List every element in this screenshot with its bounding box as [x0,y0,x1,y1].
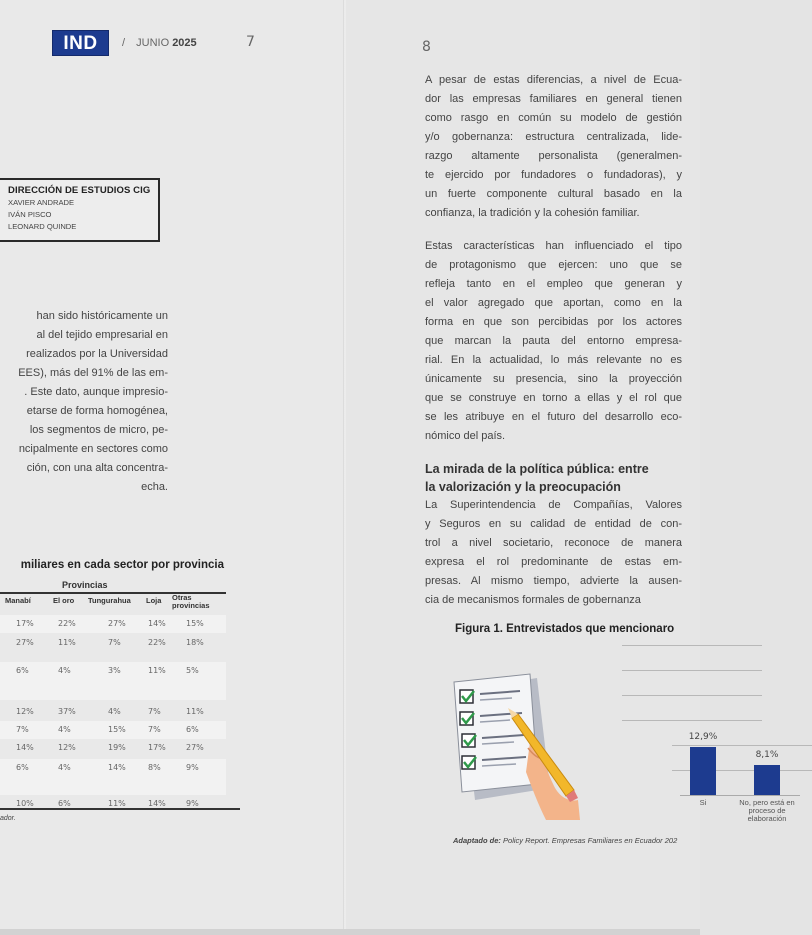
table-cell: 11% [108,799,126,808]
chart-bar [754,765,780,795]
text-line: Estas características han influenciado el tipo [425,240,682,252]
text-line: cia de mecanismos formales de gobernanza [425,594,641,606]
table-cell: 17% [16,619,34,628]
author-name: IVÁN PISCO [8,210,52,219]
text-line: rial. En la actualidad, lo más relevante no es [425,354,682,366]
table-col-header: Otras provincias [172,593,210,610]
text-line: al del tejido empresarial en [36,329,168,341]
right-paragraph-3 [425,496,682,610]
table-cell: 12% [58,743,76,752]
issue-month: JUNIO [136,37,170,49]
table-row [0,615,226,633]
table-cell: 3% [108,666,121,675]
section-heading-line: la valorización y la preocupación [425,480,621,494]
table-cell: 27% [186,743,204,752]
table-row [0,634,226,662]
table-cell: 7% [148,725,161,734]
issue-year: 2025 [172,37,197,49]
table-cell: 27% [16,638,34,647]
chart-category-label-line: No, pero está en [739,798,795,807]
table-row [0,662,226,700]
left-page [0,0,344,935]
table-cell: 8% [148,763,161,772]
table-group-header: Provincias [62,580,108,590]
text-line: de protagonismo que ejercen: uno que se [425,259,682,271]
table-col-header: Tungurahua [88,596,131,605]
table-row [0,795,226,808]
table-cell: 9% [186,763,199,772]
text-line: únicamente su presencia, sino la proyección [425,373,682,385]
author-name: XAVIER ANDRADE [8,198,75,207]
table-bottom-rule [0,808,240,810]
text-line: realizados por la Universidad [26,348,168,360]
text-line: te ejercido por fundadores o fundadoras), y [425,169,682,181]
chart-bar [690,747,716,795]
table-cell: 17% [148,743,166,752]
text-line: expresa el rol predominante de estas em- [425,556,682,568]
table-cell: 19% [108,743,126,752]
chart-gridline [622,670,762,671]
figure-source [453,836,677,845]
text-line: que se construye en torno a ellas y el rol que [425,392,682,404]
left-body-paragraph [0,307,168,497]
text-line: A pesar de estas diferencias, a nivel de Ecua- [425,74,682,86]
table-cell: 7% [16,725,29,734]
table-cell: 14% [148,619,166,628]
table-title: miliares en cada sector por provincia [20,559,224,571]
text-line: se les atribuye en el futuro del desarrollo eco- [425,411,682,423]
text-line: que marcan la pauta del entorno empresa- [425,335,682,347]
table-cell: 15% [108,725,126,734]
table-cell: 14% [108,763,126,772]
table-cell: 7% [148,707,161,716]
text-line: nómico del país. [425,430,506,442]
author-box-title: DIRECCIÓN DE ESTUDIOS CIG [8,185,151,196]
text-line: La Superintendencia de Compañías, Valores [425,499,682,511]
figure-source-label: Adaptado de: [453,836,501,845]
table-cell: 22% [58,619,76,628]
right-paragraph-2 [425,237,682,446]
checklist-clipboard-pencil-icon [442,660,582,820]
page-number-right: 8 [422,39,431,55]
issue-date [122,37,197,49]
figure-source-text: Policy Report. Empresas Familiares en Ecuador 202 [503,836,678,845]
figure-title: Figura 1. Entrevistados que mencionaro [455,623,675,635]
chart-category-label-line: Si [699,798,707,807]
bottom-band [0,929,700,935]
table-cell: 5% [186,666,199,675]
page-number-left: 7 [246,34,255,50]
table-cell: 15% [186,619,204,628]
chart-gridline [622,645,762,646]
table-cell: 11% [186,707,204,716]
table-row [0,739,226,759]
right-paragraph-1 [425,71,682,223]
chart-gridline [622,720,762,721]
text-line: etarse de forma homogénea, [26,405,168,417]
right-page [346,0,795,935]
table-cell: 14% [148,799,166,808]
text-line: el valor agregado que aportan, como en la [425,297,682,309]
text-line: trol a nivel societario, reconoce de manera [425,537,682,549]
author-name: LEONARD QUINDE [8,222,77,231]
table-source-note: ador. [0,815,16,822]
table-cell: 11% [148,666,166,675]
text-line: presas. Al mismo tiempo, advierte la ausen- [425,575,682,587]
chart-gridline [622,695,762,696]
text-line: EES), más del 91% de las em- [18,367,168,379]
text-line: forma en que son percibidas por los actores [425,316,682,328]
table-cell: 7% [108,638,121,647]
chart-category-label [727,799,807,823]
table-col-header: Loja [146,596,162,605]
table-row [0,721,226,739]
table-cell: 14% [16,743,34,752]
table-cell: 6% [16,763,29,772]
table-cell: 9% [186,799,199,808]
table-cell: 18% [186,638,204,647]
table-cell: 27% [108,619,126,628]
table-cell: 22% [148,638,166,647]
text-line: y Seguros en su calidad de entidad de con- [425,518,682,530]
table-cell: 6% [16,666,29,675]
author-box [0,178,160,242]
header-separator: / [122,37,126,49]
table-cell: 4% [58,666,71,675]
table-cell: 11% [58,638,76,647]
table-cell: 6% [58,799,71,808]
table-cell: 4% [108,707,121,716]
ind-logo: IND [52,30,109,56]
text-line: y/o gobernanza: estructura centralizada, lide- [425,131,682,143]
chart-data-label: 8,1% [755,749,779,760]
table-cell: 12% [16,707,34,716]
table-cell: 6% [186,725,199,734]
text-line: ncipalmente en sectores como [18,443,168,455]
text-line: los segmentos de micro, pe- [29,424,168,436]
text-line: dor las empresas familiares en general tienen [425,93,682,105]
table-cell: 10% [16,799,34,808]
figure-chart [442,640,795,840]
table-cell: 4% [58,725,71,734]
chart-category-label-line: proceso de [748,806,786,815]
text-line: ción, con una alta concentra- [26,462,168,474]
table-col-header: Manabí [5,596,31,605]
table-row [0,703,226,721]
text-line: han sido históricamente un [36,310,168,322]
text-line: echa. [141,481,168,493]
text-line: refleja tanto en el empleo que generan y [425,278,682,290]
chart-data-label: 12,9% [688,731,718,742]
chart-baseline [680,795,800,796]
table-cell: 4% [58,763,71,772]
text-line: . Este dato, aunque impresio- [24,386,168,398]
section-heading [425,460,695,496]
text-line: razgo altamente personalista (generalmen- [425,150,682,162]
text-line: confianza, la tradición y la cohesión familiar. [425,207,640,219]
text-line: un fuerte componente cultural basado en la [425,188,682,200]
section-heading-line: La mirada de la política pública: entre [425,462,649,476]
table-col-header: El oro [53,596,75,605]
chart-category-label-line: elaboración [747,814,787,823]
table-cell: 37% [58,707,76,716]
text-line: como rasgo en común su modelo de gestión [425,112,682,124]
table-row [0,759,226,795]
